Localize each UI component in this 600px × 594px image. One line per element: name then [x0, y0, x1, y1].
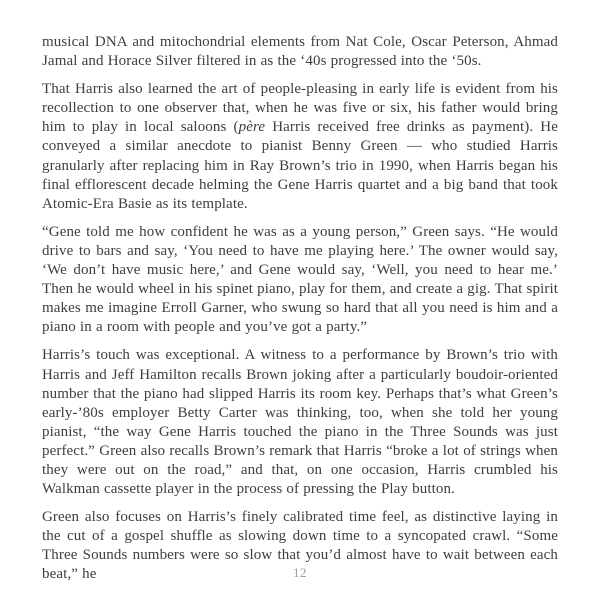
paragraph-4: Harris’s touch was exceptional. A witness to a performance by Brown’s trio with Harris and Jeff Hamilton recalls Brown joking after a particularly boudoir-oriented number that the piano had slipped Harris its room key. Perhaps that’s what Green’s early-’80s employer Betty Carter was thinking, too, when she told her young pianist, “the way Gene Harris touched the piano in the Three Sounds was just perfect.” Green also recalls Brown’s remark that Harris “broke a lot of strings when they were out on the road,” and that, on one occasion, Harris crumbled his Walkman cassette player in the process of pressing the Play button. [42, 347, 558, 498]
paragraph-2-italic-word: père [238, 119, 266, 136]
paragraph-2-text-before: That Harris also learned the art of people-pleasing in early life is evident from his recollection to one observer that, when he was five or six, his father would bring him to play in local saloons ( [42, 81, 558, 136]
paragraph-2-text-after: Harris received free drinks as payment). He conveyed a similar anecdote to pianist Benny Green — who studied Harris granularly after replacing him in Ray Brown’s trio in 1990, when Harris began his final efflorescent decade helming the Gene Harris quartet and a big band that took Atomic-Era Basie as its template. [42, 119, 558, 212]
page-number: 12 [293, 565, 307, 580]
paragraph-1: musical DNA and mitochondrial elements from Nat Cole, Oscar Peterson, Ahmad Jamal and Horace Silver filtered in as the ‘40s progressed into the ‘50s. [42, 34, 558, 70]
paragraph-5: Green also focuses on Harris’s finely calibrated time feel, as distinctive laying in the cut of a gospel shuffle as slowing down time to a syncopated crawl. “Some Three Sounds numbers were so slow that you’d almost have to wait between each beat,” he [42, 509, 558, 583]
paragraph-3: “Gene told me how confident he was as a young person,” Green says. “He would drive to bars and say, ‘You need to have me playing here.’ The owner would say, ‘We don’t have music here,’ and Gene would say, ‘Well, you need to hear me.’ Then he would wheel in his spinet piano, play for them, and create a gig. That spirit makes me imagine Erroll Garner, who swung so hard that all you need is him and a piano in a room with people and you’ve got a party.” [42, 223, 558, 336]
body-text [42, 33, 558, 585]
paragraph-2 [42, 80, 558, 214]
